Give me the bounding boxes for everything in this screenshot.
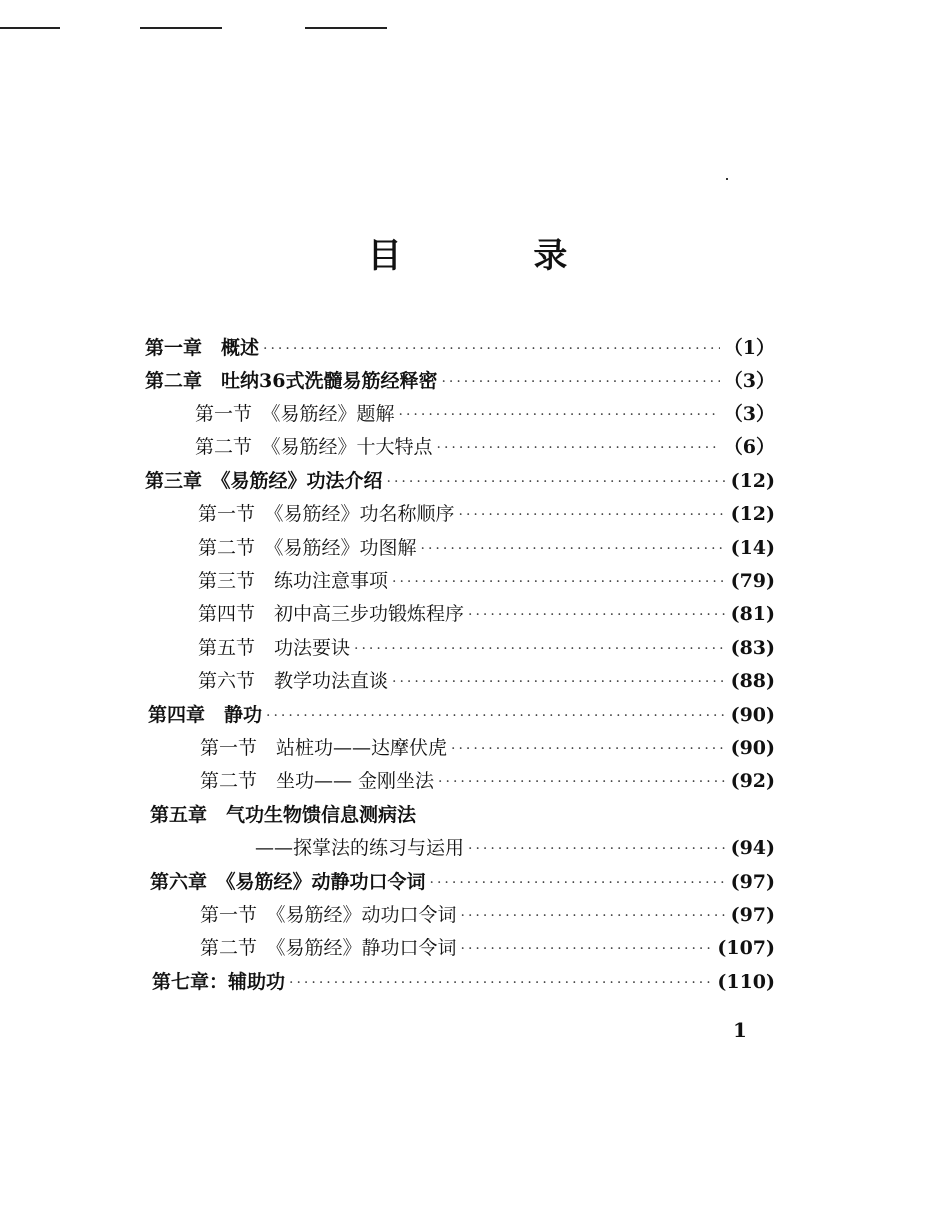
toc-entry-page: (90) <box>730 737 775 759</box>
toc-entry-label: 第四节 初中高三步功锻炼程序 <box>198 603 465 625</box>
toc-leader-dots <box>354 634 727 662</box>
toc-entry-page: (107) <box>717 937 775 959</box>
toc-entry-page: (97) <box>730 871 775 893</box>
toc-leader-dots <box>468 834 727 862</box>
toc-entry-page: (90) <box>730 704 775 726</box>
toc-entry[interactable] <box>195 398 775 428</box>
toc-leader-dots <box>266 701 727 729</box>
toc-leader-dots <box>459 500 727 528</box>
toc-entry-label: 第二章 吐纳36式洗髓易筋经释密 <box>145 370 438 392</box>
toc-leader-dots <box>461 934 714 962</box>
toc-leader-dots <box>437 433 720 461</box>
toc-entry-label: 第三章 《易筋经》功法介绍 <box>145 470 383 492</box>
toc-entry[interactable] <box>198 665 775 695</box>
toc-leader-dots <box>461 901 727 929</box>
toc-entry[interactable] <box>145 465 775 495</box>
toc-entry-label: 第一节 《易筋经》功名称顺序 <box>198 503 455 525</box>
scan-rule-2 <box>140 27 222 29</box>
toc-entry[interactable] <box>200 765 775 795</box>
toc-leader-dots <box>399 400 720 428</box>
toc-entry[interactable] <box>255 832 775 862</box>
toc-entry-label: 第七章：辅助功 <box>152 971 286 993</box>
toc-leader-dots <box>387 467 727 495</box>
toc-entry-page: (14) <box>730 537 775 559</box>
toc-entry-page: (12) <box>730 470 775 492</box>
scan-rule-3 <box>305 27 387 29</box>
toc-leader-dots <box>451 734 727 762</box>
toc-entry[interactable] <box>200 732 775 762</box>
toc-entry-label: 第二节 《易筋经》十大特点 <box>195 436 433 458</box>
toc-leader-dots <box>392 667 727 695</box>
toc-entry-page: (88) <box>730 670 775 692</box>
toc-entry[interactable] <box>150 866 775 896</box>
toc-entry[interactable] <box>145 365 775 395</box>
toc-entry[interactable] <box>148 699 775 729</box>
toc-entry[interactable] <box>150 799 775 829</box>
page-number: 1 <box>733 1018 747 1042</box>
toc-entry-page: （1） <box>723 337 775 359</box>
toc-entry-page: (94) <box>730 837 775 859</box>
toc-entry-page: （3） <box>723 403 775 425</box>
toc-entry-page: (110) <box>717 971 775 993</box>
toc-entry[interactable] <box>198 598 775 628</box>
toc-entry-page: (83) <box>730 637 775 659</box>
toc-entry-label: 第三节 练功注意事项 <box>198 570 389 592</box>
toc-entry[interactable] <box>198 498 775 528</box>
toc-entry-label: 第一节 《易筋经》题解 <box>195 403 395 425</box>
scan-rule-1 <box>0 27 60 29</box>
toc-entry-label: 第二节 坐功—— 金刚坐法 <box>200 770 435 792</box>
toc-leader-dots <box>289 968 713 996</box>
toc-entry-page: （6） <box>723 436 775 458</box>
toc-entry-page: (12) <box>730 503 775 525</box>
toc-entry[interactable] <box>198 532 775 562</box>
toc-entry-label: 第五节 功法要诀 <box>198 637 351 659</box>
toc-entry-label: ——探掌法的练习与运用 <box>255 837 465 859</box>
toc-entry-label: 第六章 《易筋经》动静功口令词 <box>150 871 426 893</box>
toc-entry-page: （3） <box>723 370 775 392</box>
scan-speck <box>726 178 728 180</box>
toc-entry-label: 第一章 概述 <box>145 337 260 359</box>
toc-entry-page: (79) <box>730 570 775 592</box>
toc-entry[interactable] <box>145 332 775 362</box>
toc-entry[interactable] <box>200 932 775 962</box>
toc-entry[interactable] <box>198 565 775 595</box>
toc-leader-dots <box>468 600 727 628</box>
toc-entry-label: 第二节 《易筋经》功图解 <box>198 537 417 559</box>
toc-leader-dots <box>430 868 727 896</box>
toc-entry-label: 第二节 《易筋经》静功口令词 <box>200 937 457 959</box>
toc-entry-label: 第六节 教学功法直谈 <box>198 670 389 692</box>
page-title: 目 录 <box>367 236 628 276</box>
toc-entry-label: 第一节 站桩功——达摩伏虎 <box>200 737 448 759</box>
toc-leader-dots <box>438 767 727 795</box>
toc-entry-label: 第五章 气功生物馈信息测病法 <box>150 804 417 826</box>
toc-entry[interactable] <box>152 966 775 996</box>
toc-entry-page: (92) <box>730 770 775 792</box>
toc-entry[interactable] <box>200 899 775 929</box>
toc-entry-page: (97) <box>730 904 775 926</box>
toc-entry[interactable] <box>195 431 775 461</box>
toc-leader-dots <box>392 567 727 595</box>
toc-entry-label: 第四章 静功 <box>148 704 263 726</box>
toc-entry-label: 第一节 《易筋经》动功口令词 <box>200 904 457 926</box>
toc-leader-dots <box>421 534 727 562</box>
toc-leader-dots <box>263 334 720 362</box>
toc-entry-page: (81) <box>730 603 775 625</box>
toc-leader-dots <box>441 367 719 395</box>
toc-entry[interactable] <box>198 632 775 662</box>
